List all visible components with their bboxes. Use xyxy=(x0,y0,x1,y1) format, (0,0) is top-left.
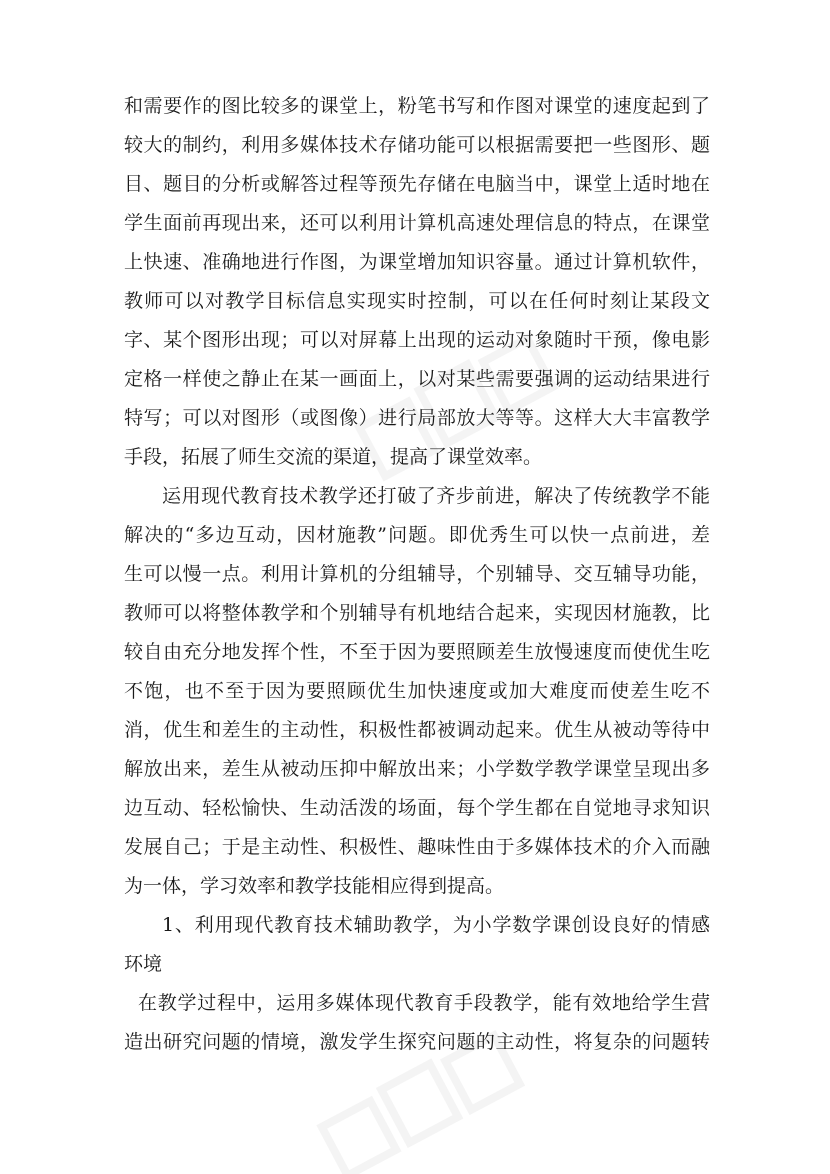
text-line: 边互动、轻松愉快、生动活泼的场面，每个学生都在自觉地寻求知识 xyxy=(124,797,710,819)
text-line: 教师可以将整体教学和个别辅导有机地结合起来，实现因材施教，比 xyxy=(124,602,710,624)
text-line: 学生面前再现出来，还可以利用计算机高速处理信息的特点，在课堂 xyxy=(124,212,710,234)
text-line: 解决的“多边互动，因材施教”问题。即优秀生可以快一点前进，差 xyxy=(124,524,710,546)
text-line: 发展自己；于是主动性、积极性、趣味性由于多媒体技术的介入而融 xyxy=(124,836,710,858)
text-line: 目、题目的分析或解答过程等预先存储在电脑当中，课堂上适时地在 xyxy=(124,173,710,195)
text-line: 在教学过程中，运用多媒体现代教育手段教学，能有效地给学生营 xyxy=(138,992,710,1014)
text-line: 较大的制约，利用多媒体技术存储功能可以根据需要把一些图形、题 xyxy=(124,134,710,156)
text-line: 不饱，也不至于因为要照顾优生加快速度或加大难度而使差生吃不 xyxy=(124,680,710,702)
text-line: 环境 xyxy=(124,953,163,975)
text-line: 教师可以对教学目标信息实现实时控制，可以在任何时刻让某段文 xyxy=(124,290,710,312)
text-line: 为一体，学习效率和教学技能相应得到提高。 xyxy=(124,875,505,897)
text-line: 生可以慢一点。利用计算机的分组辅导，个别辅导、交互辅导功能， xyxy=(124,563,710,585)
text-line: 较自由充分地发挥个性，不至于因为要照顾差生放慢速度而使优生吃 xyxy=(124,641,710,663)
text-line: 字、某个图形出现；可以对屏幕上出现的运动对象随时干预，像电影 xyxy=(124,329,710,351)
document-body xyxy=(124,94,710,1069)
text-line: 造出研究问题的情境，激发学生探究问题的主动性，将复杂的问题转 xyxy=(124,1031,710,1053)
text-line: 运用现代教育技术教学还打破了齐步前进，解决了传统教学不能 xyxy=(162,485,710,507)
text-line: 和需要作的图比较多的课堂上，粉笔书写和作图对课堂的速度起到了 xyxy=(124,95,710,117)
text-line: 解放出来，差生从被动压抑中解放出来；小学数学教学课堂呈现出多 xyxy=(124,758,710,780)
text-line: 消，优生和差生的主动性，积极性都被调动起来。优生从被动等待中 xyxy=(124,719,710,741)
text-line: 手段，拓展了师生交流的渠道，提高了课堂效率。 xyxy=(124,446,543,468)
text-line: 上快速、准确地进行作图，为课堂增加知识容量。通过计算机软件， xyxy=(124,251,710,273)
text-line: 特写；可以对图形（或图像）进行局部放大等等。这样大大丰富教学 xyxy=(124,407,710,429)
text-line: 1、利用现代教育技术辅助教学，为小学数学课创设良好的情感 xyxy=(162,914,710,936)
text-line: 定格一样使之静止在某一画面上，以对某些需要强调的运动结果进行 xyxy=(124,368,710,390)
